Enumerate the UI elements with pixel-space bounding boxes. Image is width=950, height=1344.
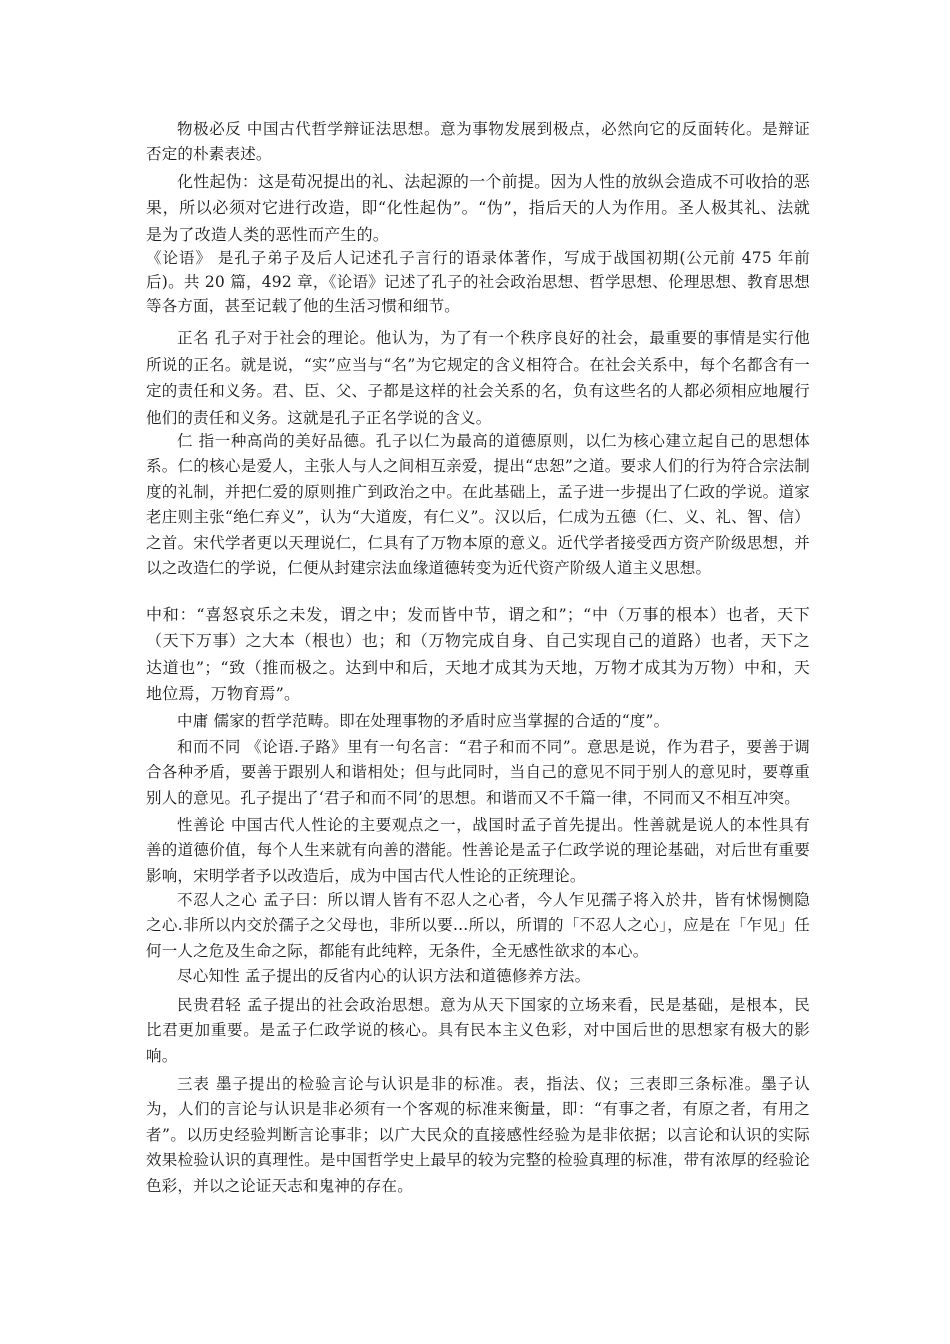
entry-minguijunqing: 民贵君轻 孟子提出的社会政治思想。意为从天下国家的立场来看，民是基础，是根本，民比君更加重要。是孟子仁政学说的核心。具有民本主义色彩，对中国后世的思想家有极大的影响。 — [146, 996, 810, 1065]
entry-zhongyong: 中庸 儒家的哲学范畴。即在处理事物的矛盾时应当掌握的合适的“度”。 — [177, 712, 670, 730]
entry-sanbiao: 三表 墨子提出的检验言论与认识是非的标准。表，指法、仪；三表即三条标准。墨子认为，人们的言论与认识是非必须有一个客观的标准来衡量，即：“有事之者，有原之者，有用之者”。以历史经验判断言论事非；以广大民众的直接感性经验为是非依据；以言论和认识的实际效果检验认识的真理性。是中国哲学史上最早的较为完整的检验真理的标准，带有浓厚的经验论色彩，并以之论证天志和鬼神的存在。 — [146, 1075, 810, 1195]
entry-huaxingqiwei: 化性起伪：这是荀况提出的礼、法起源的一个前提。因为人性的放纵会造成不可收拾的恶果，所以必须对它进行改造，即“化性起伪”。“伪”，指后天的人为作用。圣人极其礼、法就是为了改造人类的恶性而产生的。 — [146, 172, 810, 244]
entry-lunyu: 《论语》 是孔子弟子及后人记述孔子言行的语录体著作，写成于战国初期(公元前 475 年前后)。共 20 篇，492 章，《论语》记述了孔子的社会政治思想、哲学思想、伦理思想、教育思想等各方面，甚至记载了他的生活习惯和细节。 — [146, 249, 810, 316]
entry-zhengming: 正名 孔子对于社会的理论。他认为，为了有一个秩序良好的社会，最重要的事情是实行他所说的正名。就是说，“实”应当与“名”为它规定的含义相符合。在社会关系中，每个名都含有一定的责任和义务。君、臣、父、子都是这样的社会关系的名，负有这些名的人都必须相应地履行他们的责任和义务。这就是孔子正名学说的含义。 — [146, 329, 810, 427]
entry-xingshanlun: 性善论 中国古代人性论的主要观点之一，战国时孟子首先提出。性善就是说人的本性具有善的道德价值，每个人生来就有向善的潜能。性善论是孟子仁政学说的理论基础，对后世有重要影响，宋明学者予以改造后，成为中国古代人性论的正统理论。 — [146, 816, 810, 885]
entry-ren: 仁 指一种高尚的美好品德。孔子以仁为最高的道德原则，以仁为核心建立起自己的思想体系。仁的核心是爱人，主张人与人之间相互亲爱，提出“忠恕”之道。要求人们的行为符合宗法制度的礼制，并把仁爱的原则推广到政治之中。在此基础上，孟子进一步提出了仁政的学说。道家老庄则主张“绝仁弃义”，认为“大道废，有仁义”。汉以后，仁成为五德（仁、义、礼、智、信）之首。宋代学者更以天理说仁，仁具有了万物本原的意义。近代学者接受西方资产阶级思想，并以之改造仁的学说，仁便从封建宗法血缘道德转变为近代资产阶级人道主义思想。 — [146, 432, 810, 578]
entry-burenrenzhixin: 不忍人之心 孟子曰：所以谓人皆有不忍人之心者，今人乍见孺子将入於井，皆有怵惕恻隐之心.非所以内交於孺子之父母也，非所以要...所以，所谓的「不忍人之心」，应是在「乍见」任何一人之危及生命之际，都能有此纯粹，无条件，全无感性欲求的本心。 — [146, 891, 810, 960]
entry-zhonghe: 中和：“喜怒哀乐之未发，谓之中；发而皆中节，谓之和”；“中（万事的根本）也者，天下（天下万事）之大本（根也）也；和（万物完成自身、自己实现自己的道路）也者，天下之达道也”；“致（推而极之。达到中和后，天地才成其为天地，万物才成其为万物）中和，天地位焉，万物育焉”。 — [146, 605, 810, 704]
entry-jinxinzhixing: 尽心知性 孟子提出的反省内心的认识方法和道德修养方法。 — [177, 967, 591, 985]
entry-wujibifan: 物极必反 中国古代哲学辩证法思想。意为事物发展到极点，必然向它的反面转化。是辩证否定的朴素表述。 — [146, 120, 810, 164]
entry-heerbutong: 和而不同 《论语.子路》里有一句名言：“君子和而不同”。意思是说，作为君子，要善于调合各种矛盾，要善于跟别人和谐相处；但与此同时，当自己的意见不同于别人的意见时，要尊重别人的意见。孔子提出了‘君子和而不同’的思想。和谐而又不千篇一律，不同而又不相互冲突。 — [146, 738, 810, 807]
